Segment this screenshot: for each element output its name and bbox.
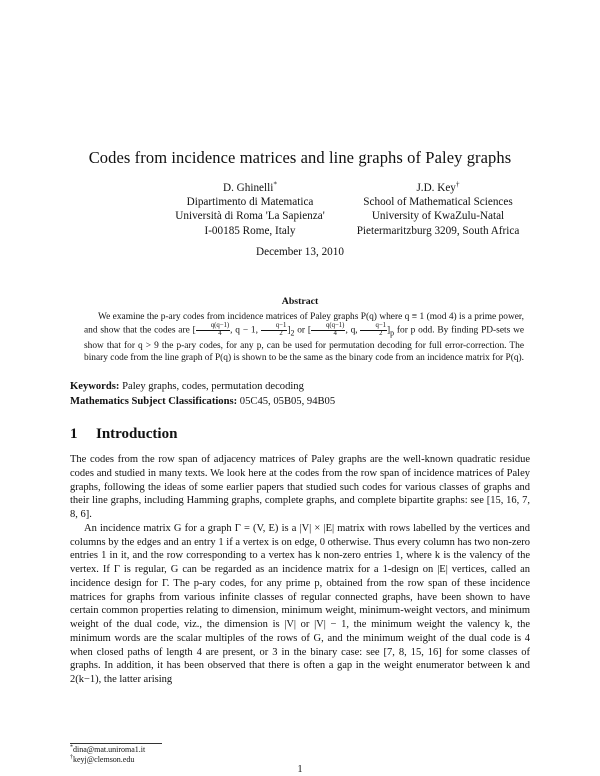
body-paragraph-2: An incidence matrix G for a graph Γ = (V, E) is a |V| × |E| matrix with rows labelled by the vertices and columns by the edges and an entry 1 if a vertex is on edge, 0 otherwise. Thus every column has two non-zero entries 1 in it, and the row corresponding to a vertex has k non-zero entries 1, where k is the valency of the vertex. If Γ is regular, G can be regarded as an incidence matrix for a 1-design on |E| vertices, called an incidence design for Γ. The p-ary codes, for any prime p, obtained from the row span of these incidence matrices for graphs from various infinite classes of regular connected graphs, have been shown to have certain common properties relating to dimension, minimum weight, minimum-weight vectors, and minimum weight of the dual code, viz., the dimension is |V| or |V| − 1, the minimum weight the valency k, the minimum words are the scalar multiples of the rows of G, and the minimum weight of the dual code is 4 when closed paths of length 4 are present, or 3 in the binary case: see [7, 8, 15, 16] for some classes of graphs. In addition, it has been observed that there is often a gap in the weight enumerator between k and 2(k−1), the latter arising — [70, 522, 530, 685]
section-title: Introduction — [96, 426, 178, 442]
section-number: 1 — [70, 426, 78, 442]
msc-label: Mathematics Subject Classifications: — [70, 396, 238, 407]
fraction: $\frac{q(q-1)}{4}$ — [196, 323, 230, 338]
paper-title: Codes from incidence matrices and line graphs of Paley graphs — [88, 148, 512, 167]
author-affiliation-line: I-00185 Rome, Italy — [204, 224, 296, 237]
abstract-paragraph: We examine the p-ary codes from incidence matrices of Paley graphs P(q) where q ≡ 1 (mod 4) is a prime power, and show that the codes are [ $\frac{q(q-1)}{4}$ , q − 1, $\frac{q-1}{2}$ ]$_2$ or [ $\frac{q(q-1)}{4}$ , q, $\frac{q-1}{2}$ ]$_p$ for p odd. By finding PD-sets we show that for q > 9 the p-ary codes, for any p, can be used for permutation decoding for full error-correction. The binary code from the line graph of P(q) is shown to be the same as the binary code from an incidence matrix for P(q). — [84, 312, 524, 363]
section-heading — [70, 426, 177, 443]
fraction: $\frac{q(q-1)}{4}$ — [311, 323, 345, 338]
msc-value: 05C45, 05B05, 94B05 — [239, 396, 336, 407]
keywords-label: Keywords: — [70, 381, 120, 392]
author-affiliation-line: School of Mathematical Sciences — [363, 196, 513, 209]
keywords-line — [70, 380, 530, 394]
author-block-2 — [298, 181, 578, 238]
section-body — [70, 453, 530, 687]
footnote-1: *dina@mat.uniroma1.it — [70, 744, 146, 754]
fraction: $\frac{q-1}{2}$ — [261, 323, 288, 338]
page-number: 1 — [297, 764, 303, 775]
body-paragraph-1: The codes from the row span of adjacency matrices of Paley graphs are the well-known quadratic residue codes and studied in many texts. We look here at the codes from the row span of incidence matrices of Paley graphs, following the ideas of some earlier papers that studied such codes for various classes of graphs and their line graphs, including Hamming graphs, complete graphs, and complete bipartite graphs: see [15, 16, 7, 8, 6]. — [70, 454, 530, 520]
author-name: J.D. Key† — [416, 180, 460, 194]
footnote-rule — [70, 743, 162, 744]
msc-line — [70, 395, 530, 409]
author-affiliation-line: University of KwaZulu-Natal — [371, 210, 505, 223]
abstract-body — [84, 311, 524, 364]
author-affiliation-line: Pietermaritzburg 3209, South Africa — [356, 224, 520, 237]
footnote-2: †keyj@clemson.edu — [70, 754, 135, 764]
abstract-heading: Abstract — [281, 296, 319, 307]
author-affiliation-line: Dipartimento di Matematica — [186, 196, 314, 209]
paper-date: December 13, 2010 — [256, 246, 344, 258]
fraction: $\frac{q-1}{2}$ — [360, 323, 387, 338]
keywords-value: Paley graphs, codes, permutation decoding — [122, 381, 304, 392]
author-affiliation-line: Università di Roma 'La Sapienza' — [175, 210, 325, 223]
author-name: D. Ghinelli* — [223, 180, 277, 194]
